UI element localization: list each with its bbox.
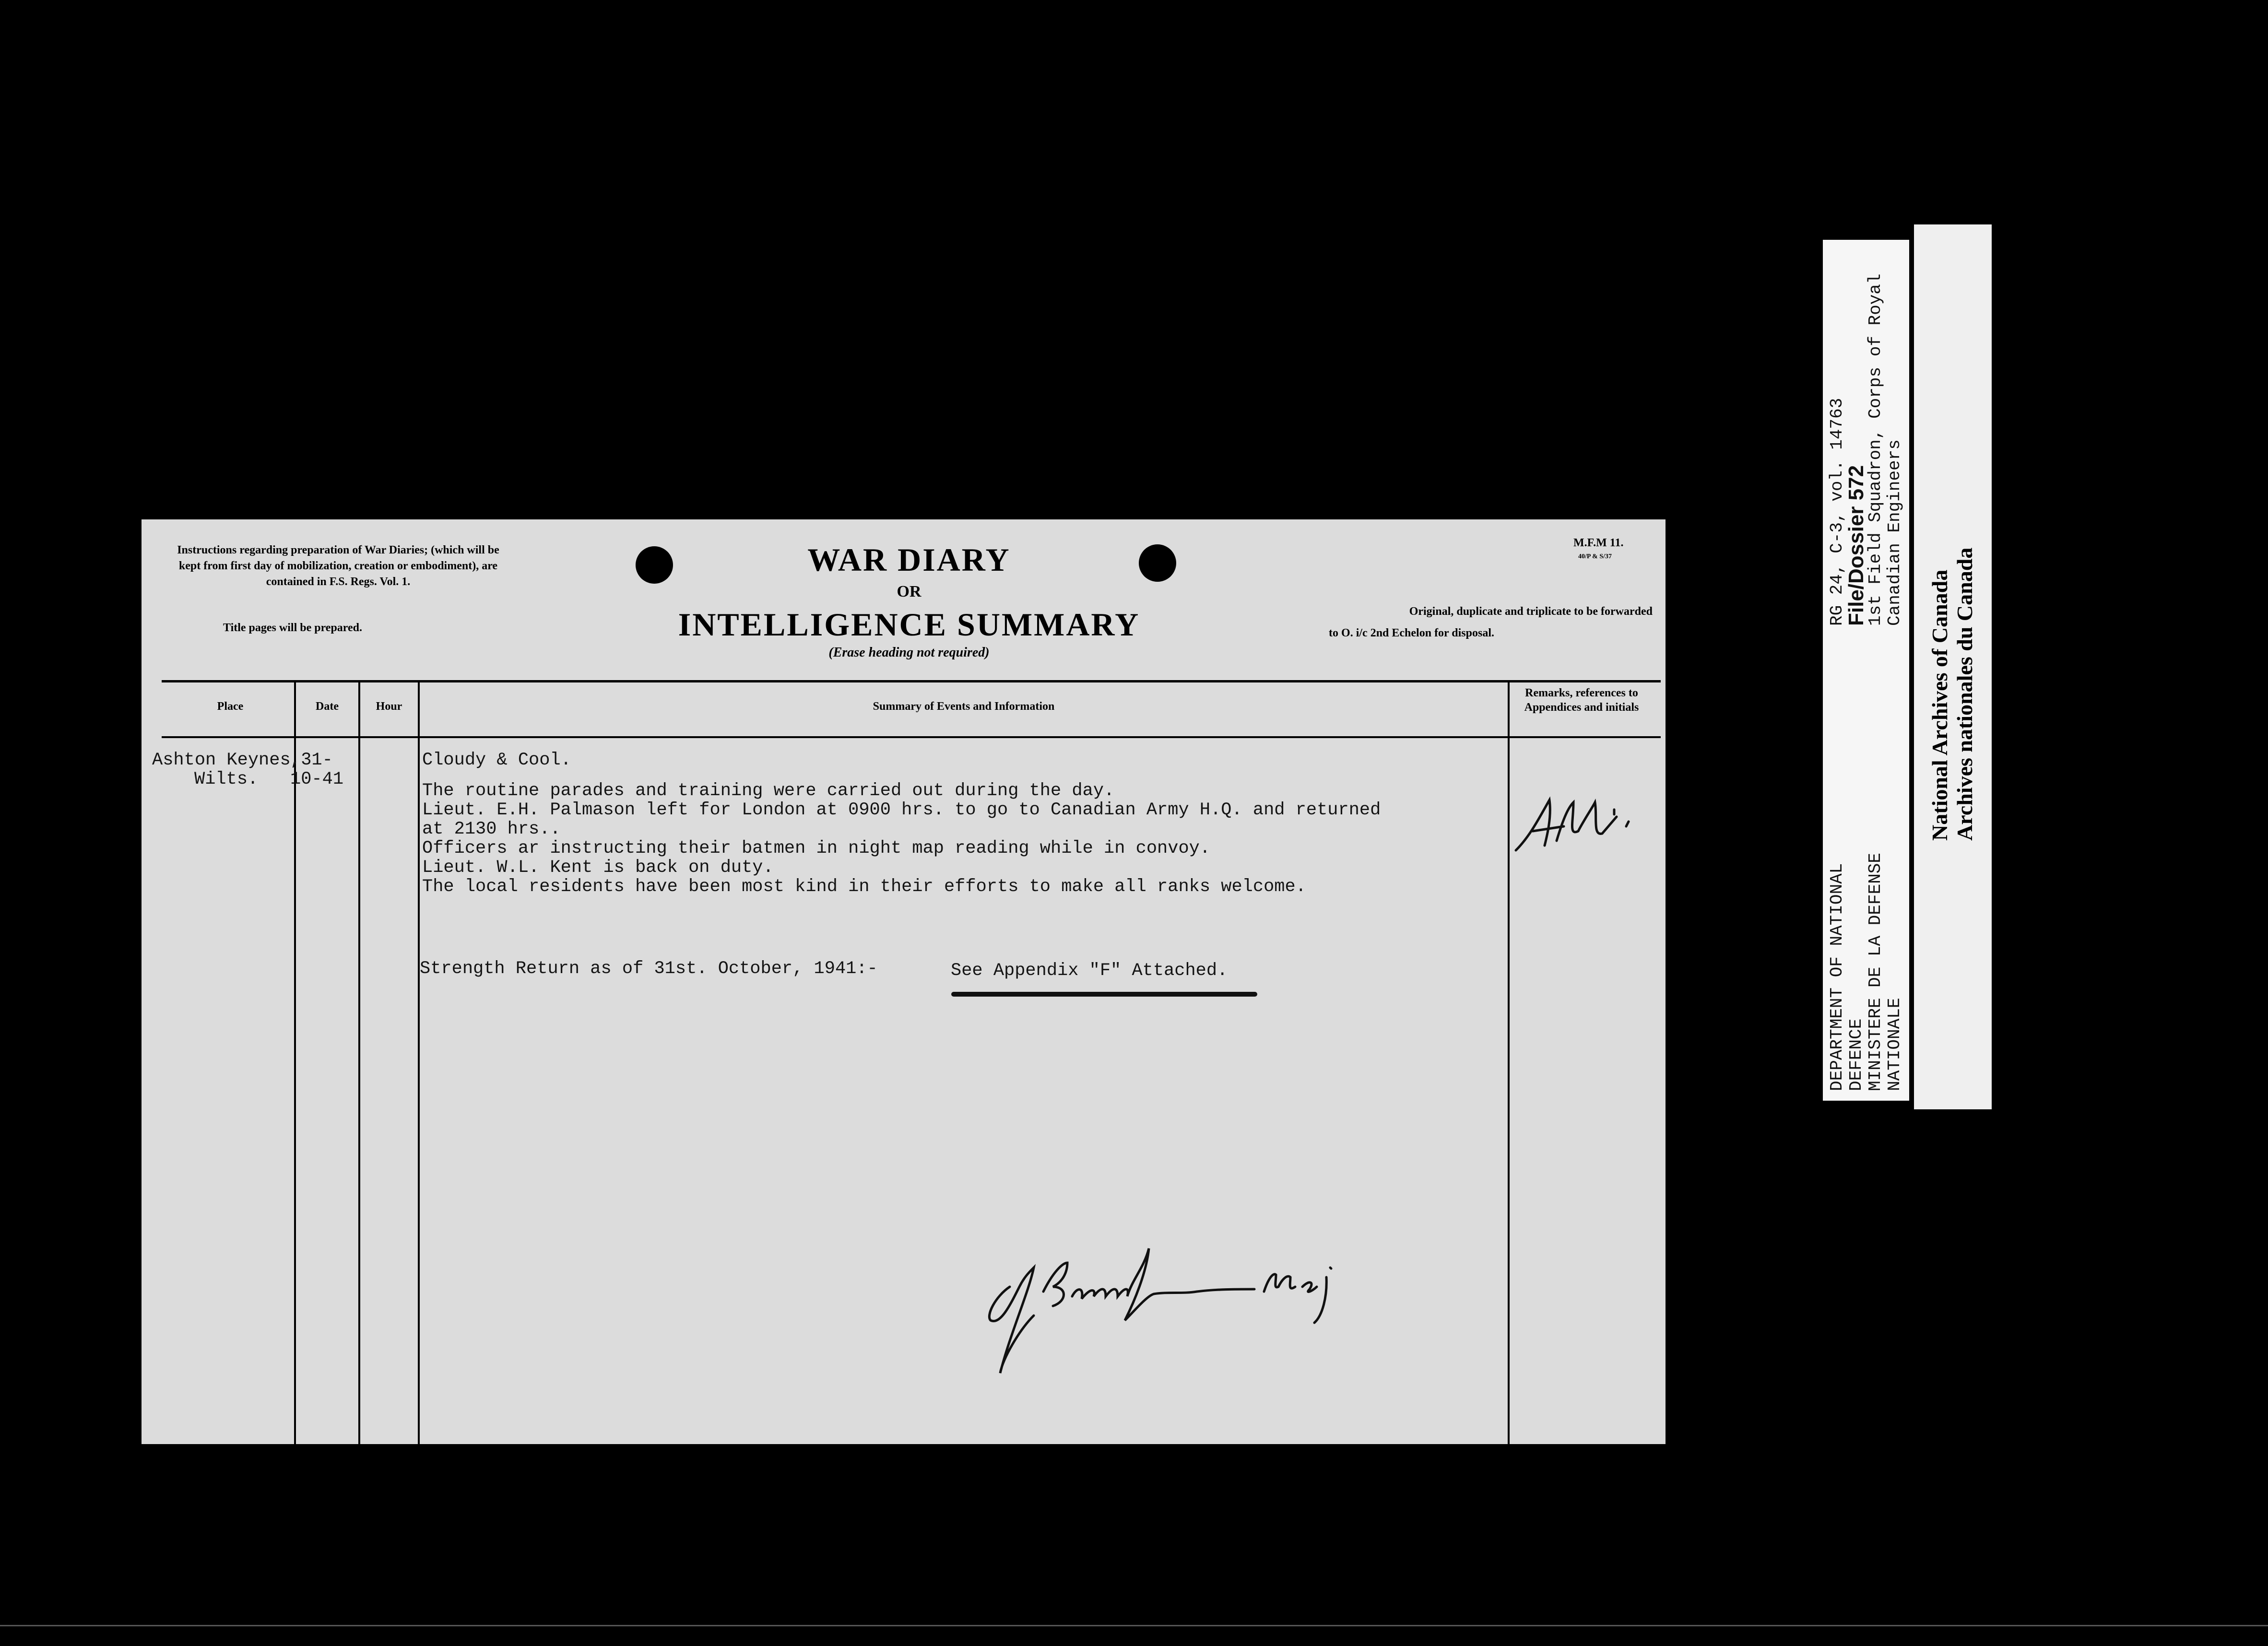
- entry-summary: [422, 751, 1381, 896]
- column-header-hour: Hour: [376, 700, 402, 713]
- column-header-date: Date: [316, 700, 339, 713]
- appendix-reference: See Appendix "F" Attached.: [951, 961, 1228, 981]
- title-pages-note: Title pages will be prepared.: [223, 622, 363, 634]
- title-or: OR: [897, 583, 921, 600]
- frame-bottom-edge: [0, 1625, 2268, 1626]
- reference-line-1: RG 24, C-3, vol. 14763: [1827, 398, 1847, 626]
- reference-line-4: Canadian Engineers: [1885, 439, 1904, 626]
- reference-block: [1828, 273, 1904, 626]
- strength-return-text: Strength Return as of 31st. October, 1941:-: [420, 959, 878, 979]
- reference-line-2: File/Dossier 572: [1844, 465, 1868, 626]
- table-top-rule: [162, 680, 1661, 682]
- summary-line: The routine parades and training were carried out during the day.: [422, 781, 1115, 801]
- department-line-1: DEPARTMENT OF NATIONAL: [1827, 863, 1847, 1091]
- archives-line-2: Archives nationales du Canada: [1952, 547, 1977, 841]
- archive-label-card: [1823, 240, 1909, 1101]
- column-divider-summary: [1508, 680, 1510, 1444]
- archive-label-rotated: [1823, 240, 1909, 1101]
- archives-strip: [1914, 224, 1992, 1109]
- column-header-summary: Summary of Events and Information: [873, 700, 1055, 713]
- reference-line-3: 1st Field Squadron, Corps of Royal: [1866, 273, 1885, 626]
- department-block: [1828, 853, 1904, 1091]
- summary-line: Officers ar instructing their batmen in night map reading while in convoy.: [422, 838, 1211, 858]
- instructions-text: Instructions regarding preparation of War Diaries; (which will be kept from first day of mobilization, creation or embodiment), are contained in F.S. Regs. Vol. 1.: [177, 544, 499, 588]
- column-header-place: Place: [217, 700, 244, 713]
- summary-line: at 2130 hrs..: [422, 819, 561, 839]
- form-code: M.F.M 11.: [1573, 537, 1624, 549]
- title-intelligence-summary: INTELLIGENCE SUMMARY: [678, 606, 1140, 643]
- summary-line: Lieut. W.L. Kent is back on duty.: [422, 858, 774, 878]
- department-line-3: MINISTERE DE LA DEFENSE: [1866, 853, 1885, 1091]
- department-line-4: NATIONALE: [1885, 998, 1904, 1091]
- initials-signature: [1511, 788, 1655, 865]
- column-divider-date: [358, 680, 360, 1444]
- entry-place-line-2: Wilts.: [194, 769, 259, 789]
- war-diary-form: [142, 519, 1666, 1444]
- entry-place-line-1: Ashton Keynes: [152, 750, 291, 770]
- column-divider-hour: [418, 680, 420, 1444]
- archives-strip-rotated: [1914, 224, 1992, 1109]
- column-divider-place: [294, 680, 296, 1444]
- column-header-remarks: Remarks, references to Appendices and initials: [1524, 687, 1639, 714]
- form-code-sub: 40/P & S/37: [1578, 553, 1612, 560]
- summary-line: Cloudy & Cool.: [422, 750, 571, 770]
- summary-line: Lieut. E.H. Palmason left for London at 0900 hrs. to go to Canadian Army H.Q. and returned: [422, 800, 1381, 820]
- summary-line: [422, 770, 1381, 781]
- archives-line-1: National Archives of Canada: [1927, 569, 1952, 841]
- title-war-diary: WAR DIARY: [807, 541, 1011, 578]
- forwarding-instructions: [1317, 601, 1653, 644]
- archives-block: [1927, 548, 1977, 841]
- appendix-underline: [951, 992, 1257, 997]
- summary-line: The local residents have been most kind in their efforts to make all ranks welcome.: [422, 877, 1306, 897]
- entry-date-line-2: 10-41: [290, 769, 344, 789]
- entry-date-line-1: ,31-: [290, 750, 333, 770]
- title-erase-note: (Erase heading not required): [828, 645, 990, 660]
- department-line-2: DEFENCE: [1846, 1018, 1866, 1091]
- forwarding-line-2: to O. i/c 2nd Echelon for disposal.: [1329, 627, 1494, 639]
- signature-major: [981, 1234, 1461, 1402]
- forwarding-line-1: Original, duplicate and triplicate to be forwarded: [1409, 605, 1653, 618]
- table-header-rule: [162, 736, 1661, 738]
